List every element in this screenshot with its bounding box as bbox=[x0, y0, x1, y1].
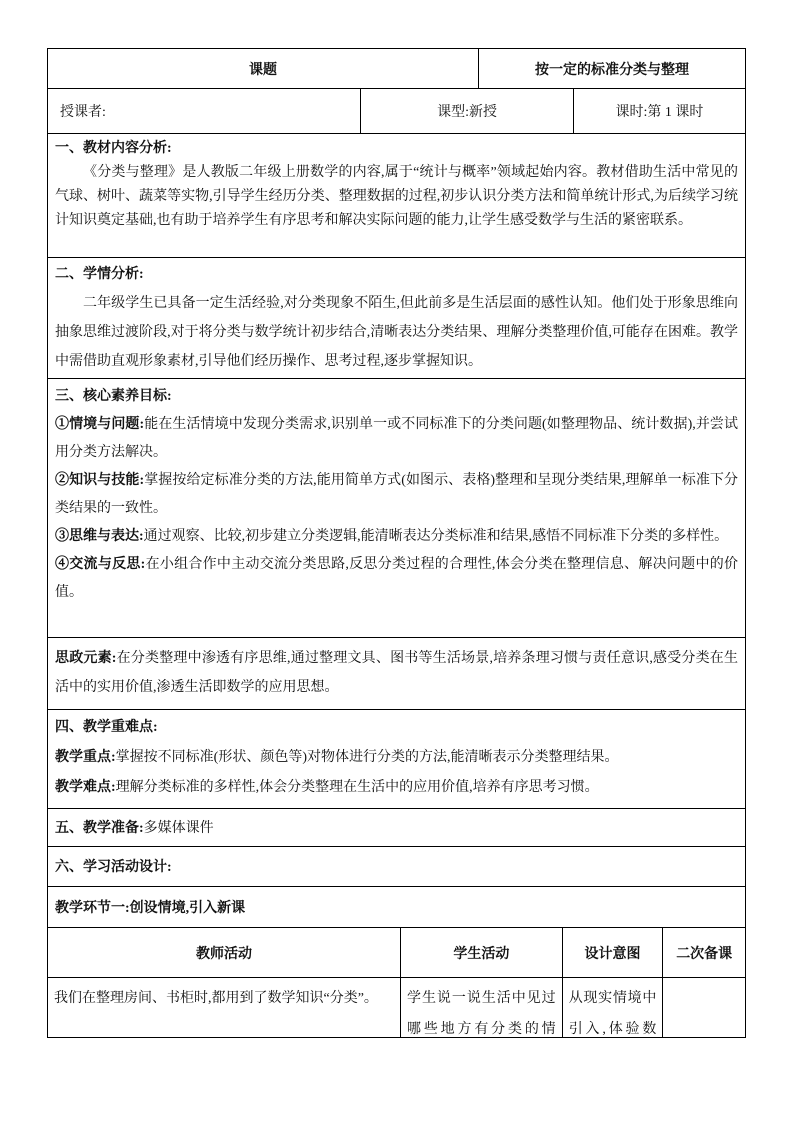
header-teacher-activity-label: 教师活动 bbox=[195, 946, 252, 962]
section-material-body: 《分类与整理》是人教版二年级上册数学的内容,属于“统计与概率”领域起始内容。教材借助生活中常见的气球、树叶、蔬菜等实物,引导学生经历分类、整理数据的过程,初步认识分类方法和简单统计形式,为后续学习统计知识奠定基础,也有助于培养学生有序思考和解决实际问题的能力,让学生感受数学与生活的紧密联系。 bbox=[55, 165, 738, 228]
activity-design-title: 六、学习活动设计: bbox=[55, 860, 172, 875]
goal-item-text: 掌握按给定标准分类的方法,能用简单方式(如图示、表格)整理和呈现分类结果,理解单一标准下分类结果的一致性。 bbox=[55, 473, 738, 516]
stage-one-title: 教学环节一:创设情境,引入新课 bbox=[55, 901, 246, 916]
activity-header-row bbox=[48, 927, 745, 977]
preparation-text: 多媒体课件 bbox=[143, 821, 214, 836]
header-student-activity-label: 学生活动 bbox=[453, 946, 510, 962]
teacher-cell bbox=[48, 89, 360, 133]
key-point-text: 掌握按不同标准(形状、颜色等)对物体进行分类的方法,能清晰表示分类整理结果。 bbox=[115, 750, 619, 765]
topic-row bbox=[48, 49, 745, 88]
ideology-text: 在分类整理中渗透有序思维,通过整理文具、图书等生活场景,培养条理习惯与责任意识,感受分类在生活中的实用价值,渗透生活即数学的应用思想。 bbox=[55, 651, 738, 695]
header-student-activity bbox=[400, 928, 562, 977]
student-activity-cell bbox=[400, 978, 562, 1037]
activity-content-row bbox=[48, 977, 745, 1037]
goal-item-text: 通过观察、比较,初步建立分类逻辑,能清晰表达分类标准和结果,感悟不同标准下分类的多样性。 bbox=[143, 529, 729, 544]
ideology-label: 思政元素: bbox=[55, 651, 117, 666]
ideology-paragraph bbox=[55, 644, 738, 702]
course-type-cell bbox=[360, 89, 573, 133]
section-learner-title: 二、学情分析: bbox=[55, 267, 144, 282]
section-material-row bbox=[48, 133, 745, 257]
goal-item bbox=[55, 411, 738, 467]
teacher-info-row bbox=[48, 88, 745, 133]
section-goals-title: 三、核心素养目标: bbox=[55, 389, 172, 404]
teacher-label: 授课者: bbox=[60, 105, 106, 120]
topic-label-cell bbox=[48, 49, 478, 88]
goal-item-label: ③思维与表达: bbox=[55, 529, 144, 544]
topic-title-cell bbox=[478, 49, 745, 88]
teacher-activity-text: 我们在整理房间、书柜时,都用到了数学知识“分类”。 bbox=[54, 991, 378, 1006]
goal-item-text: 能在生活情境中发现分类需求,识别单一或不同标准下的分类问题(如整理物品、统计数据),并尝试用分类方法解决。 bbox=[55, 417, 738, 460]
key-point-text: 理解分类标准的多样性,体会分类整理在生活中的应用价值,培养有序思考习惯。 bbox=[115, 780, 599, 795]
section-learner-row bbox=[48, 257, 745, 378]
design-intent-cell bbox=[562, 978, 663, 1037]
preparation-paragraph bbox=[55, 815, 738, 843]
preparation-label: 五、教学准备: bbox=[55, 821, 144, 836]
section-material-title: 一、教材内容分析: bbox=[55, 141, 172, 156]
lesson-plan-table bbox=[47, 48, 746, 1038]
goal-item-text: 在小组合作中主动交流分类思路,反思分类过程的合理性,体会分类在整理信息、解决问题中的价值。 bbox=[55, 557, 738, 600]
goal-item-label: ②知识与技能: bbox=[55, 473, 145, 488]
header-second-preparation-label: 二次备课 bbox=[676, 946, 733, 962]
key-point-item bbox=[55, 743, 738, 773]
student-activity-text: 学生说一说生活中见过哪些地方有分类的情 bbox=[406, 991, 556, 1037]
goal-item bbox=[55, 523, 738, 551]
key-point-label: 教学重点: bbox=[55, 750, 116, 765]
goal-item-label: ①情境与问题: bbox=[55, 417, 145, 432]
key-point-item bbox=[55, 773, 738, 803]
second-preparation-cell bbox=[662, 978, 745, 1037]
topic-title: 按一定的标准分类与整理 bbox=[535, 62, 690, 78]
key-points-row bbox=[48, 709, 745, 808]
design-intent-text: 从现实情境中引入,体验数 bbox=[568, 991, 657, 1037]
period-cell bbox=[573, 89, 745, 133]
course-type: 课型:新授 bbox=[437, 105, 497, 120]
header-teacher-activity bbox=[48, 928, 400, 977]
key-point-label: 教学难点: bbox=[55, 780, 116, 795]
goal-item bbox=[55, 467, 738, 523]
key-points-title: 四、教学重难点: bbox=[55, 720, 158, 735]
section-goals-row bbox=[48, 378, 745, 637]
section-learner-body: 二年级学生已具备一定生活经验,对分类现象不陌生,但此前多是生活层面的感性认知。他们处于形象思维向抽象思维过渡阶段,对于将分类与数学统计初步结合,清晰表达分类结果、理解分类整理价值,可能存在困难。教学中需借助直观形象素材,引导他们经历操作、思考过程,逐步掌握知识。 bbox=[55, 296, 738, 369]
header-design-intent-label: 设计意图 bbox=[584, 946, 641, 962]
header-second-preparation bbox=[662, 928, 745, 977]
teacher-activity-cell bbox=[48, 978, 400, 1037]
stage-one-row bbox=[48, 886, 745, 927]
topic-label: 课题 bbox=[249, 62, 278, 78]
header-design-intent bbox=[562, 928, 663, 977]
ideology-row bbox=[48, 637, 745, 709]
goal-item-label: ④交流与反思: bbox=[55, 557, 146, 572]
goal-item bbox=[55, 551, 738, 607]
activity-design-row bbox=[48, 846, 745, 886]
preparation-row bbox=[48, 808, 745, 846]
period: 课时:第 1 课时 bbox=[615, 105, 704, 120]
